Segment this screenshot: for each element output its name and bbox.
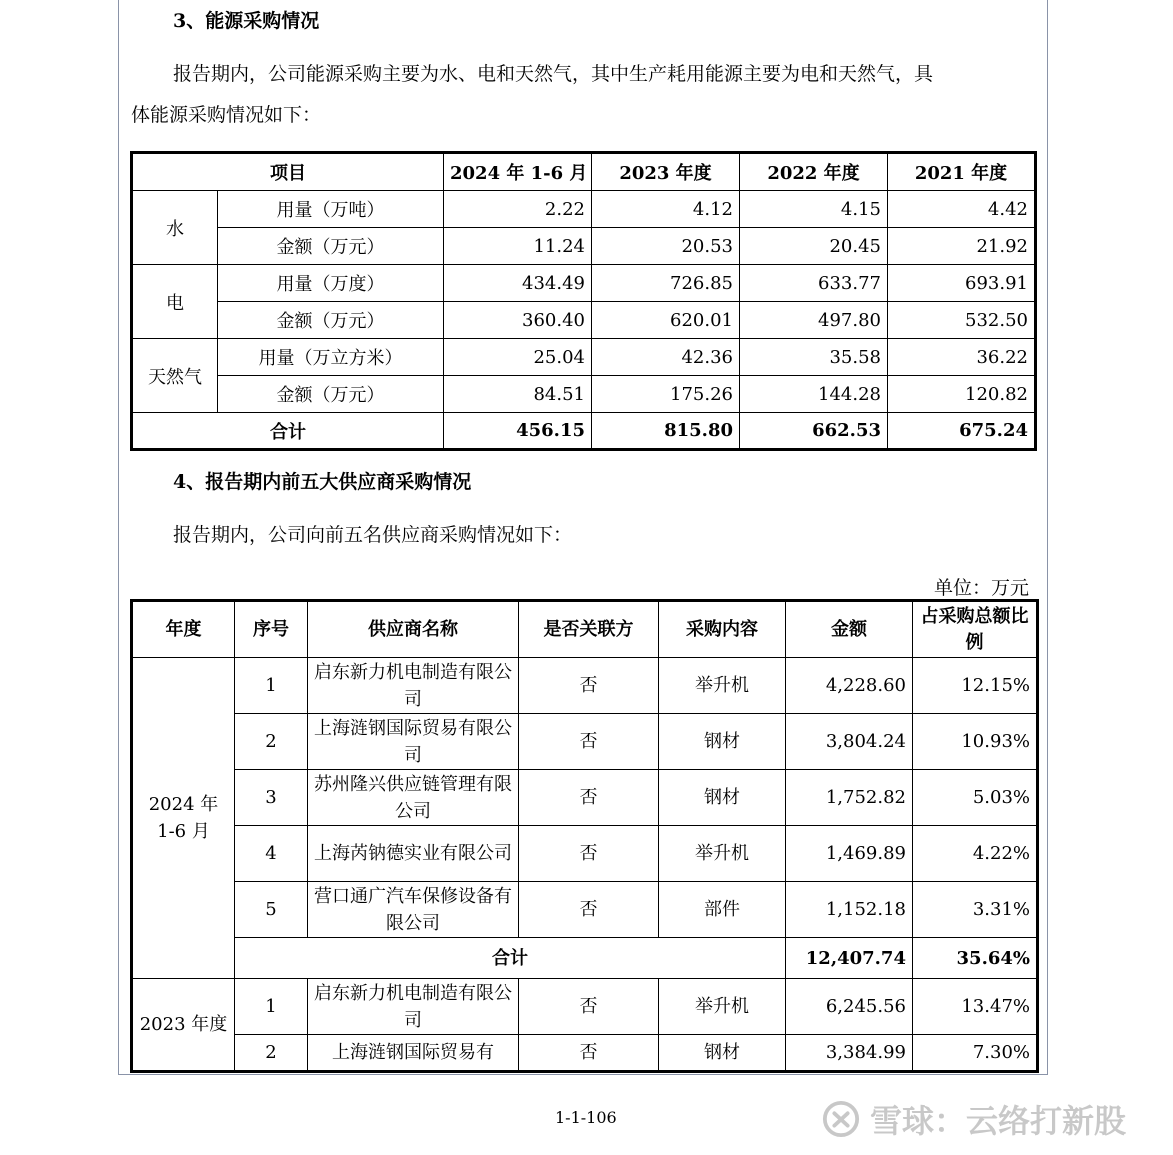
energy-cell: 175.26 xyxy=(592,376,740,413)
energy-cell: 11.24 xyxy=(444,228,592,265)
supplier-header-content: 采购内容 xyxy=(659,601,786,658)
energy-cell: 35.58 xyxy=(740,339,888,376)
supplier-header-related: 是否关联方 xyxy=(519,601,659,658)
supplier-name: 上海芮钠德实业有限公司 xyxy=(308,826,519,882)
energy-cell: 20.53 xyxy=(592,228,740,265)
energy-group-electricity: 电 xyxy=(132,265,218,339)
energy-row-label: 用量（万吨） xyxy=(218,191,444,228)
supplier-name: 苏州隆兴供应链管理有限公司 xyxy=(308,770,519,826)
table-row xyxy=(132,714,1038,770)
snowball-logo-icon xyxy=(822,1100,860,1138)
energy-cell: 726.85 xyxy=(592,265,740,302)
supplier-name: 上海涟钢国际贸易有限公司 xyxy=(308,714,519,770)
section-4-heading: 4、报告期内前五大供应商采购情况 xyxy=(173,471,472,493)
energy-cell: 25.04 xyxy=(444,339,592,376)
unit-label: 单位：万元 xyxy=(934,577,1030,599)
table-row xyxy=(132,302,1036,339)
energy-cell: 532.50 xyxy=(888,302,1036,339)
supplier-name: 启东新力机电制造有限公司 xyxy=(308,979,519,1035)
supplier-year-2024h1: 2024 年 1-6 月 xyxy=(132,658,235,979)
energy-cell: 2.22 xyxy=(444,191,592,228)
supplier-content: 钢材 xyxy=(659,1035,786,1072)
energy-total-row xyxy=(132,413,1036,450)
energy-group-natural-gas: 天然气 xyxy=(132,339,218,413)
energy-group-water: 水 xyxy=(132,191,218,265)
energy-cell: 434.49 xyxy=(444,265,592,302)
energy-total-cell: 815.80 xyxy=(592,413,740,450)
supplier-header-name: 供应商名称 xyxy=(308,601,519,658)
section-3-paragraph-line-1: 报告期内，公司能源采购主要为水、电和天然气，其中生产耗用能源主要为电和天然气，具 xyxy=(173,63,934,85)
supplier-related: 否 xyxy=(519,714,659,770)
energy-cell: 36.22 xyxy=(888,339,1036,376)
table-row xyxy=(132,770,1038,826)
energy-total-cell: 675.24 xyxy=(888,413,1036,450)
table-row xyxy=(132,265,1036,302)
supplier-ratio: 13.47% xyxy=(913,979,1038,1035)
supplier-no: 2 xyxy=(235,1035,308,1072)
table-row xyxy=(132,376,1036,413)
energy-cell: 84.51 xyxy=(444,376,592,413)
supplier-name: 上海涟钢国际贸易有 xyxy=(308,1035,519,1072)
supplier-content: 举升机 xyxy=(659,658,786,714)
supplier-no: 2 xyxy=(235,714,308,770)
supplier-no: 3 xyxy=(235,770,308,826)
table-row xyxy=(132,826,1038,882)
supplier-amount: 3,804.24 xyxy=(786,714,913,770)
supplier-amount: 1,469.89 xyxy=(786,826,913,882)
energy-cell: 693.91 xyxy=(888,265,1036,302)
supplier-ratio: 3.31% xyxy=(913,882,1038,938)
energy-total-cell: 662.53 xyxy=(740,413,888,450)
energy-cell: 120.82 xyxy=(888,376,1036,413)
supplier-total-amount: 12,407.74 xyxy=(786,938,913,979)
energy-cell: 4.42 xyxy=(888,191,1036,228)
energy-total-cell: 456.15 xyxy=(444,413,592,450)
energy-cell: 4.12 xyxy=(592,191,740,228)
supplier-amount: 3,384.99 xyxy=(786,1035,913,1072)
energy-cell: 360.40 xyxy=(444,302,592,339)
supplier-related: 否 xyxy=(519,882,659,938)
supplier-no: 4 xyxy=(235,826,308,882)
supplier-related: 否 xyxy=(519,1035,659,1072)
supplier-related: 否 xyxy=(519,770,659,826)
supplier-no: 1 xyxy=(235,979,308,1035)
supplier-related: 否 xyxy=(519,979,659,1035)
table-row xyxy=(132,228,1036,265)
supplier-name: 营口通广汽车保修设备有限公司 xyxy=(308,882,519,938)
page-frame-right-border xyxy=(1047,0,1048,1075)
supplier-no: 1 xyxy=(235,658,308,714)
supplier-content: 举升机 xyxy=(659,826,786,882)
supplier-ratio: 5.03% xyxy=(913,770,1038,826)
supplier-header-amount: 金额 xyxy=(786,601,913,658)
page-number: 1-1-106 xyxy=(555,1108,617,1127)
energy-header-2021: 2021 年度 xyxy=(888,153,1036,191)
energy-cell: 497.80 xyxy=(740,302,888,339)
section-3-heading: 3、能源采购情况 xyxy=(173,10,320,32)
supplier-amount: 4,228.60 xyxy=(786,658,913,714)
supplier-header-ratio: 占采购总额比例 xyxy=(913,601,1038,658)
energy-table-header-row xyxy=(132,153,1036,191)
supplier-header-year: 年度 xyxy=(132,601,235,658)
watermark-text: 雪球：云络打新股 xyxy=(870,1102,1127,1140)
supplier-content: 钢材 xyxy=(659,770,786,826)
supplier-table-header-row xyxy=(132,601,1038,658)
watermark xyxy=(822,1096,1126,1142)
page-frame-left-border xyxy=(118,0,119,1075)
energy-row-label: 用量（万度） xyxy=(218,265,444,302)
energy-row-label: 金额（万元） xyxy=(218,302,444,339)
supplier-amount: 6,245.56 xyxy=(786,979,913,1035)
energy-header-2023: 2023 年度 xyxy=(592,153,740,191)
supplier-content: 部件 xyxy=(659,882,786,938)
supplier-no: 5 xyxy=(235,882,308,938)
table-row xyxy=(132,979,1038,1035)
supplier-amount: 1,152.18 xyxy=(786,882,913,938)
section-3-paragraph-line-2: 体能源采购情况如下： xyxy=(131,104,322,126)
supplier-total-row xyxy=(132,938,1038,979)
supplier-ratio: 4.22% xyxy=(913,826,1038,882)
energy-cell: 42.36 xyxy=(592,339,740,376)
energy-purchase-table xyxy=(130,151,1037,451)
section-4-paragraph: 报告期内，公司向前五名供应商采购情况如下： xyxy=(173,524,573,546)
supplier-total-label: 合计 xyxy=(235,938,786,979)
table-row xyxy=(132,1035,1038,1072)
energy-row-label: 用量（万立方米） xyxy=(218,339,444,376)
supplier-ratio: 10.93% xyxy=(913,714,1038,770)
energy-header-2024h1: 2024 年 1-6 月 xyxy=(444,153,592,191)
supplier-ratio: 12.15% xyxy=(913,658,1038,714)
supplier-purchase-table xyxy=(130,599,1039,1073)
energy-cell: 144.28 xyxy=(740,376,888,413)
energy-cell: 20.45 xyxy=(740,228,888,265)
supplier-total-ratio: 35.64% xyxy=(913,938,1038,979)
energy-cell: 620.01 xyxy=(592,302,740,339)
energy-row-label: 金额（万元） xyxy=(218,228,444,265)
energy-cell: 633.77 xyxy=(740,265,888,302)
supplier-related: 否 xyxy=(519,658,659,714)
table-row xyxy=(132,658,1038,714)
supplier-content: 举升机 xyxy=(659,979,786,1035)
table-row xyxy=(132,191,1036,228)
supplier-related: 否 xyxy=(519,826,659,882)
energy-header-2022: 2022 年度 xyxy=(740,153,888,191)
supplier-year-2023: 2023 年度 xyxy=(132,979,235,1072)
supplier-ratio: 7.30% xyxy=(913,1035,1038,1072)
page-frame-bottom-border xyxy=(118,1074,1048,1075)
supplier-amount: 1,752.82 xyxy=(786,770,913,826)
energy-total-label: 合计 xyxy=(132,413,444,450)
supplier-content: 钢材 xyxy=(659,714,786,770)
energy-header-item: 项目 xyxy=(132,153,444,191)
energy-row-label: 金额（万元） xyxy=(218,376,444,413)
energy-cell: 4.15 xyxy=(740,191,888,228)
supplier-header-no: 序号 xyxy=(235,601,308,658)
energy-cell: 21.92 xyxy=(888,228,1036,265)
supplier-name: 启东新力机电制造有限公司 xyxy=(308,658,519,714)
table-row xyxy=(132,882,1038,938)
table-row xyxy=(132,339,1036,376)
